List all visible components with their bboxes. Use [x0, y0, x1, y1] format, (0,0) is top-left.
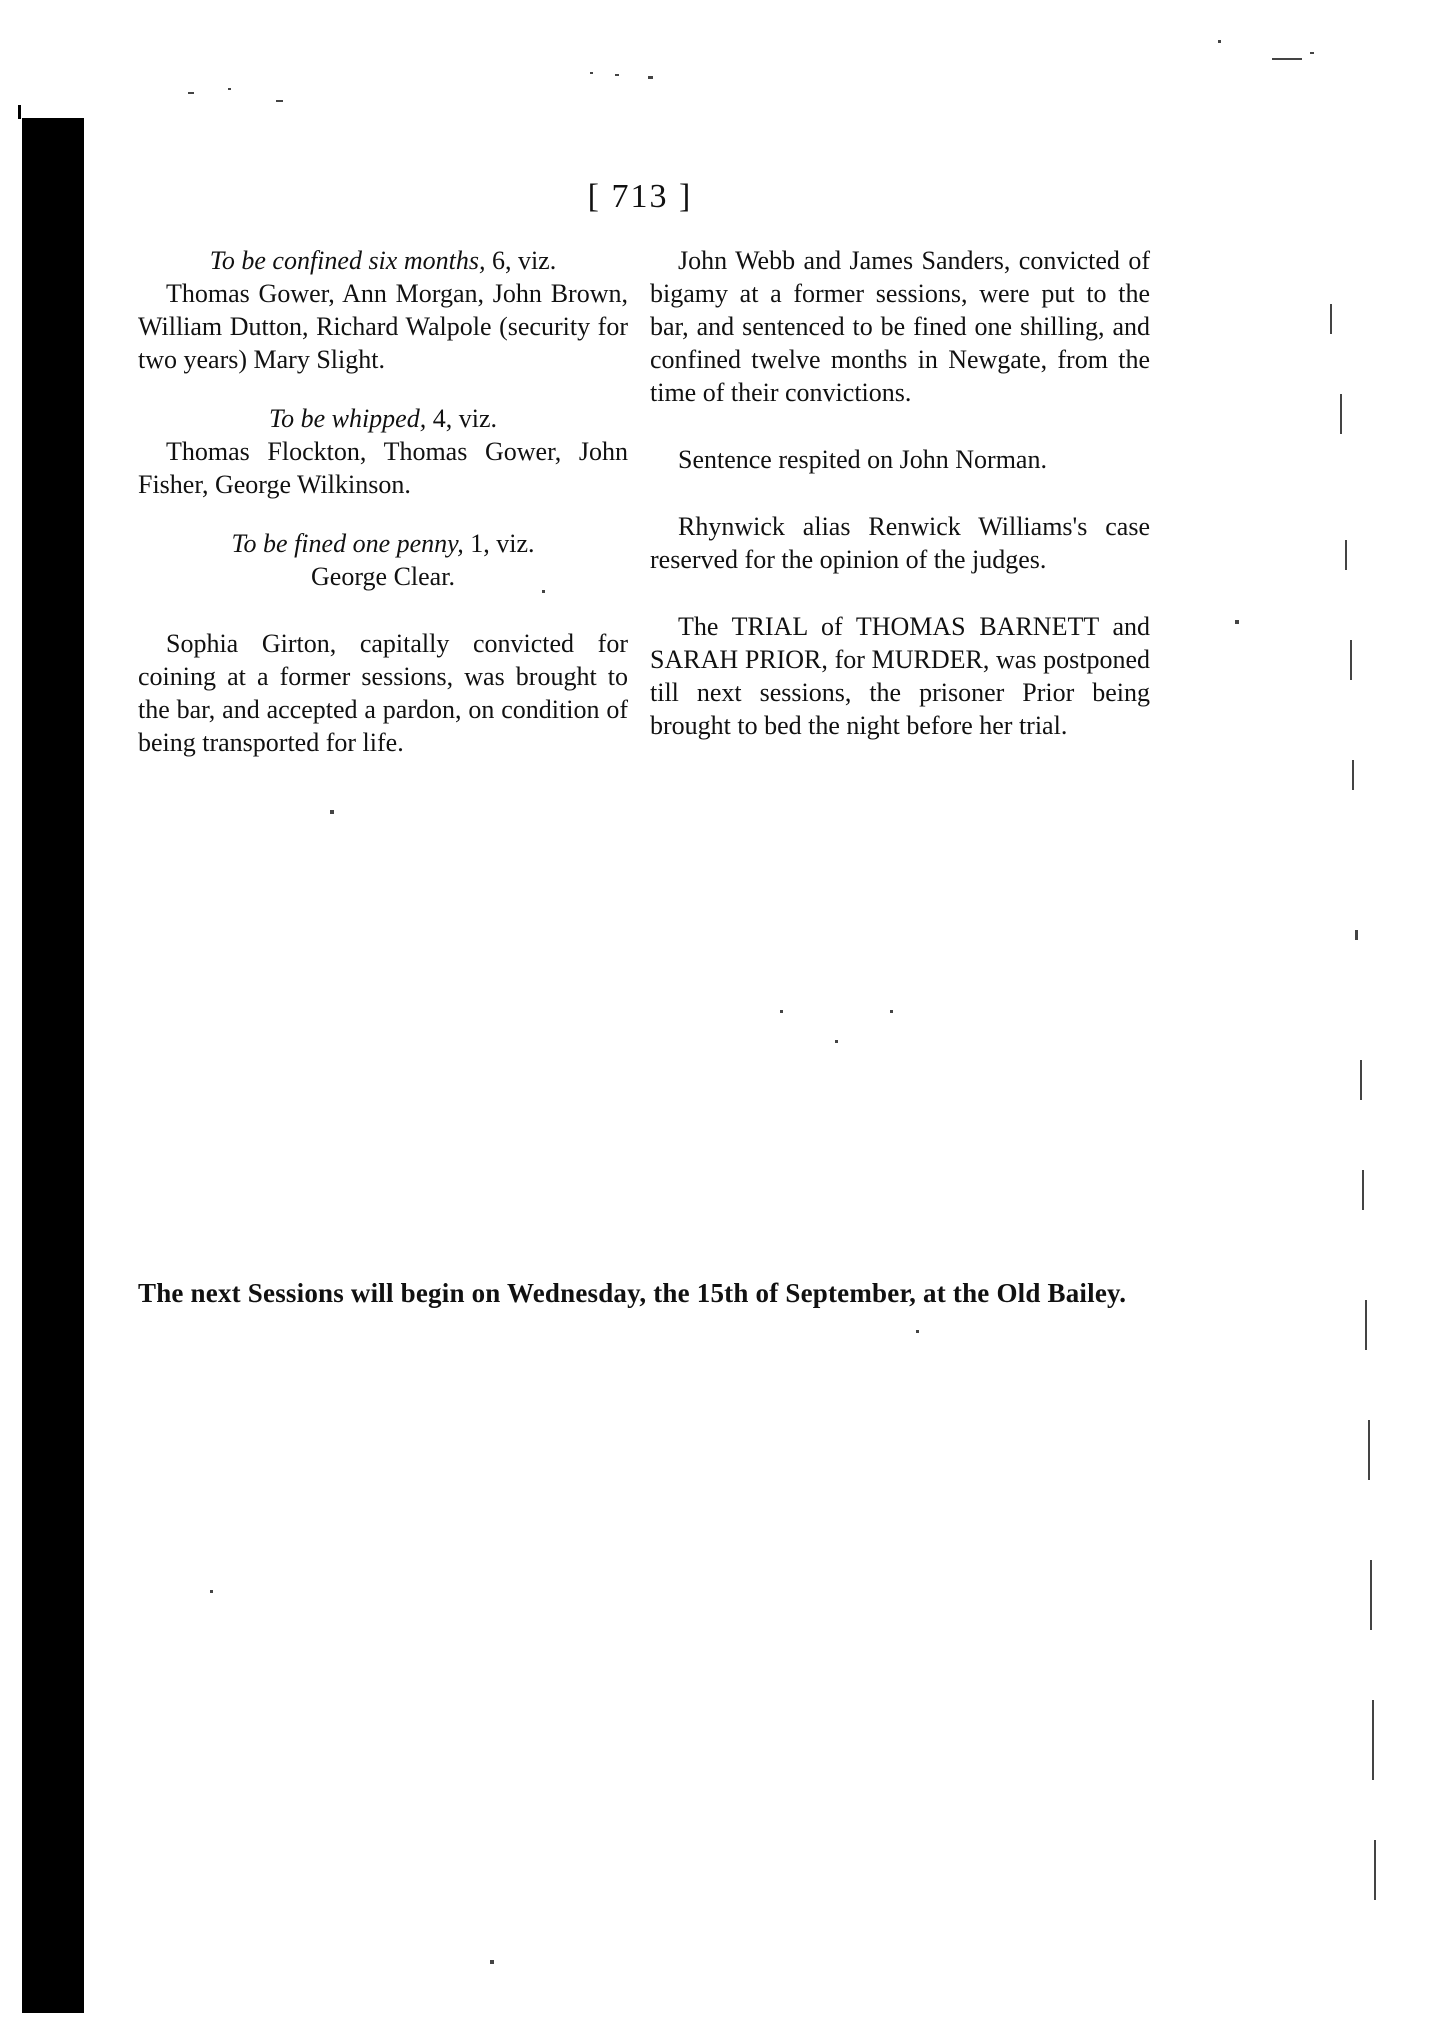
heading-whipped: [138, 402, 628, 435]
norman-paragraph: Sentence respited on John Norman.: [678, 445, 1047, 474]
williams-paragraph: Rhynwick alias Renwick Williams's case reserved for the opinion of the judges.: [650, 512, 1150, 574]
confined-names: Thomas Gower, Ann Morgan, John Brown, William Dutton, Richard Walpole (security for two years) Mary Slight.: [138, 279, 628, 374]
fined-names: George Clear.: [311, 562, 455, 591]
page-number: [ 713 ]: [587, 178, 693, 215]
left-column: [138, 244, 628, 759]
heading-fined-count: 1, viz.: [470, 529, 535, 558]
heading-fined: [138, 527, 628, 560]
footer-notice: The next Sessions will begin on Wednesday, the 15th of September, at the Old Bailey.: [138, 1278, 1127, 1308]
heading-confined-label: To be confined six months,: [209, 246, 486, 275]
webb-paragraph: John Webb and James Sanders, convicted of bigamy at a former sessions, were put to the bar, and sentenced to be fined one shilling, and confined twelve months in Newgate, from the time of their convictions.: [650, 246, 1150, 407]
right-column: [650, 244, 1150, 742]
heading-whipped-label: To be whipped,: [269, 404, 427, 433]
heading-fined-label: To be fined one penny,: [231, 529, 464, 558]
trial-paragraph: The TRIAL of THOMAS BARNETT and SARAH PRIOR, for MURDER, was postponed till next sessions, the prisoner Prior being brought to bed the night before her trial.: [650, 612, 1150, 740]
heading-whipped-count: 4, viz.: [432, 404, 497, 433]
whipped-names: Thomas Flockton, Thomas Gower, John Fisher, George Wilkinson.: [138, 437, 628, 499]
heading-confined: [138, 244, 628, 277]
heading-confined-count: 6, viz.: [491, 246, 557, 275]
girton-paragraph: Sophia Girton, capitally convicted for coining at a former sessions, was brought to the bar, and accepted a pardon, on condition of being transported for life.: [138, 629, 628, 757]
